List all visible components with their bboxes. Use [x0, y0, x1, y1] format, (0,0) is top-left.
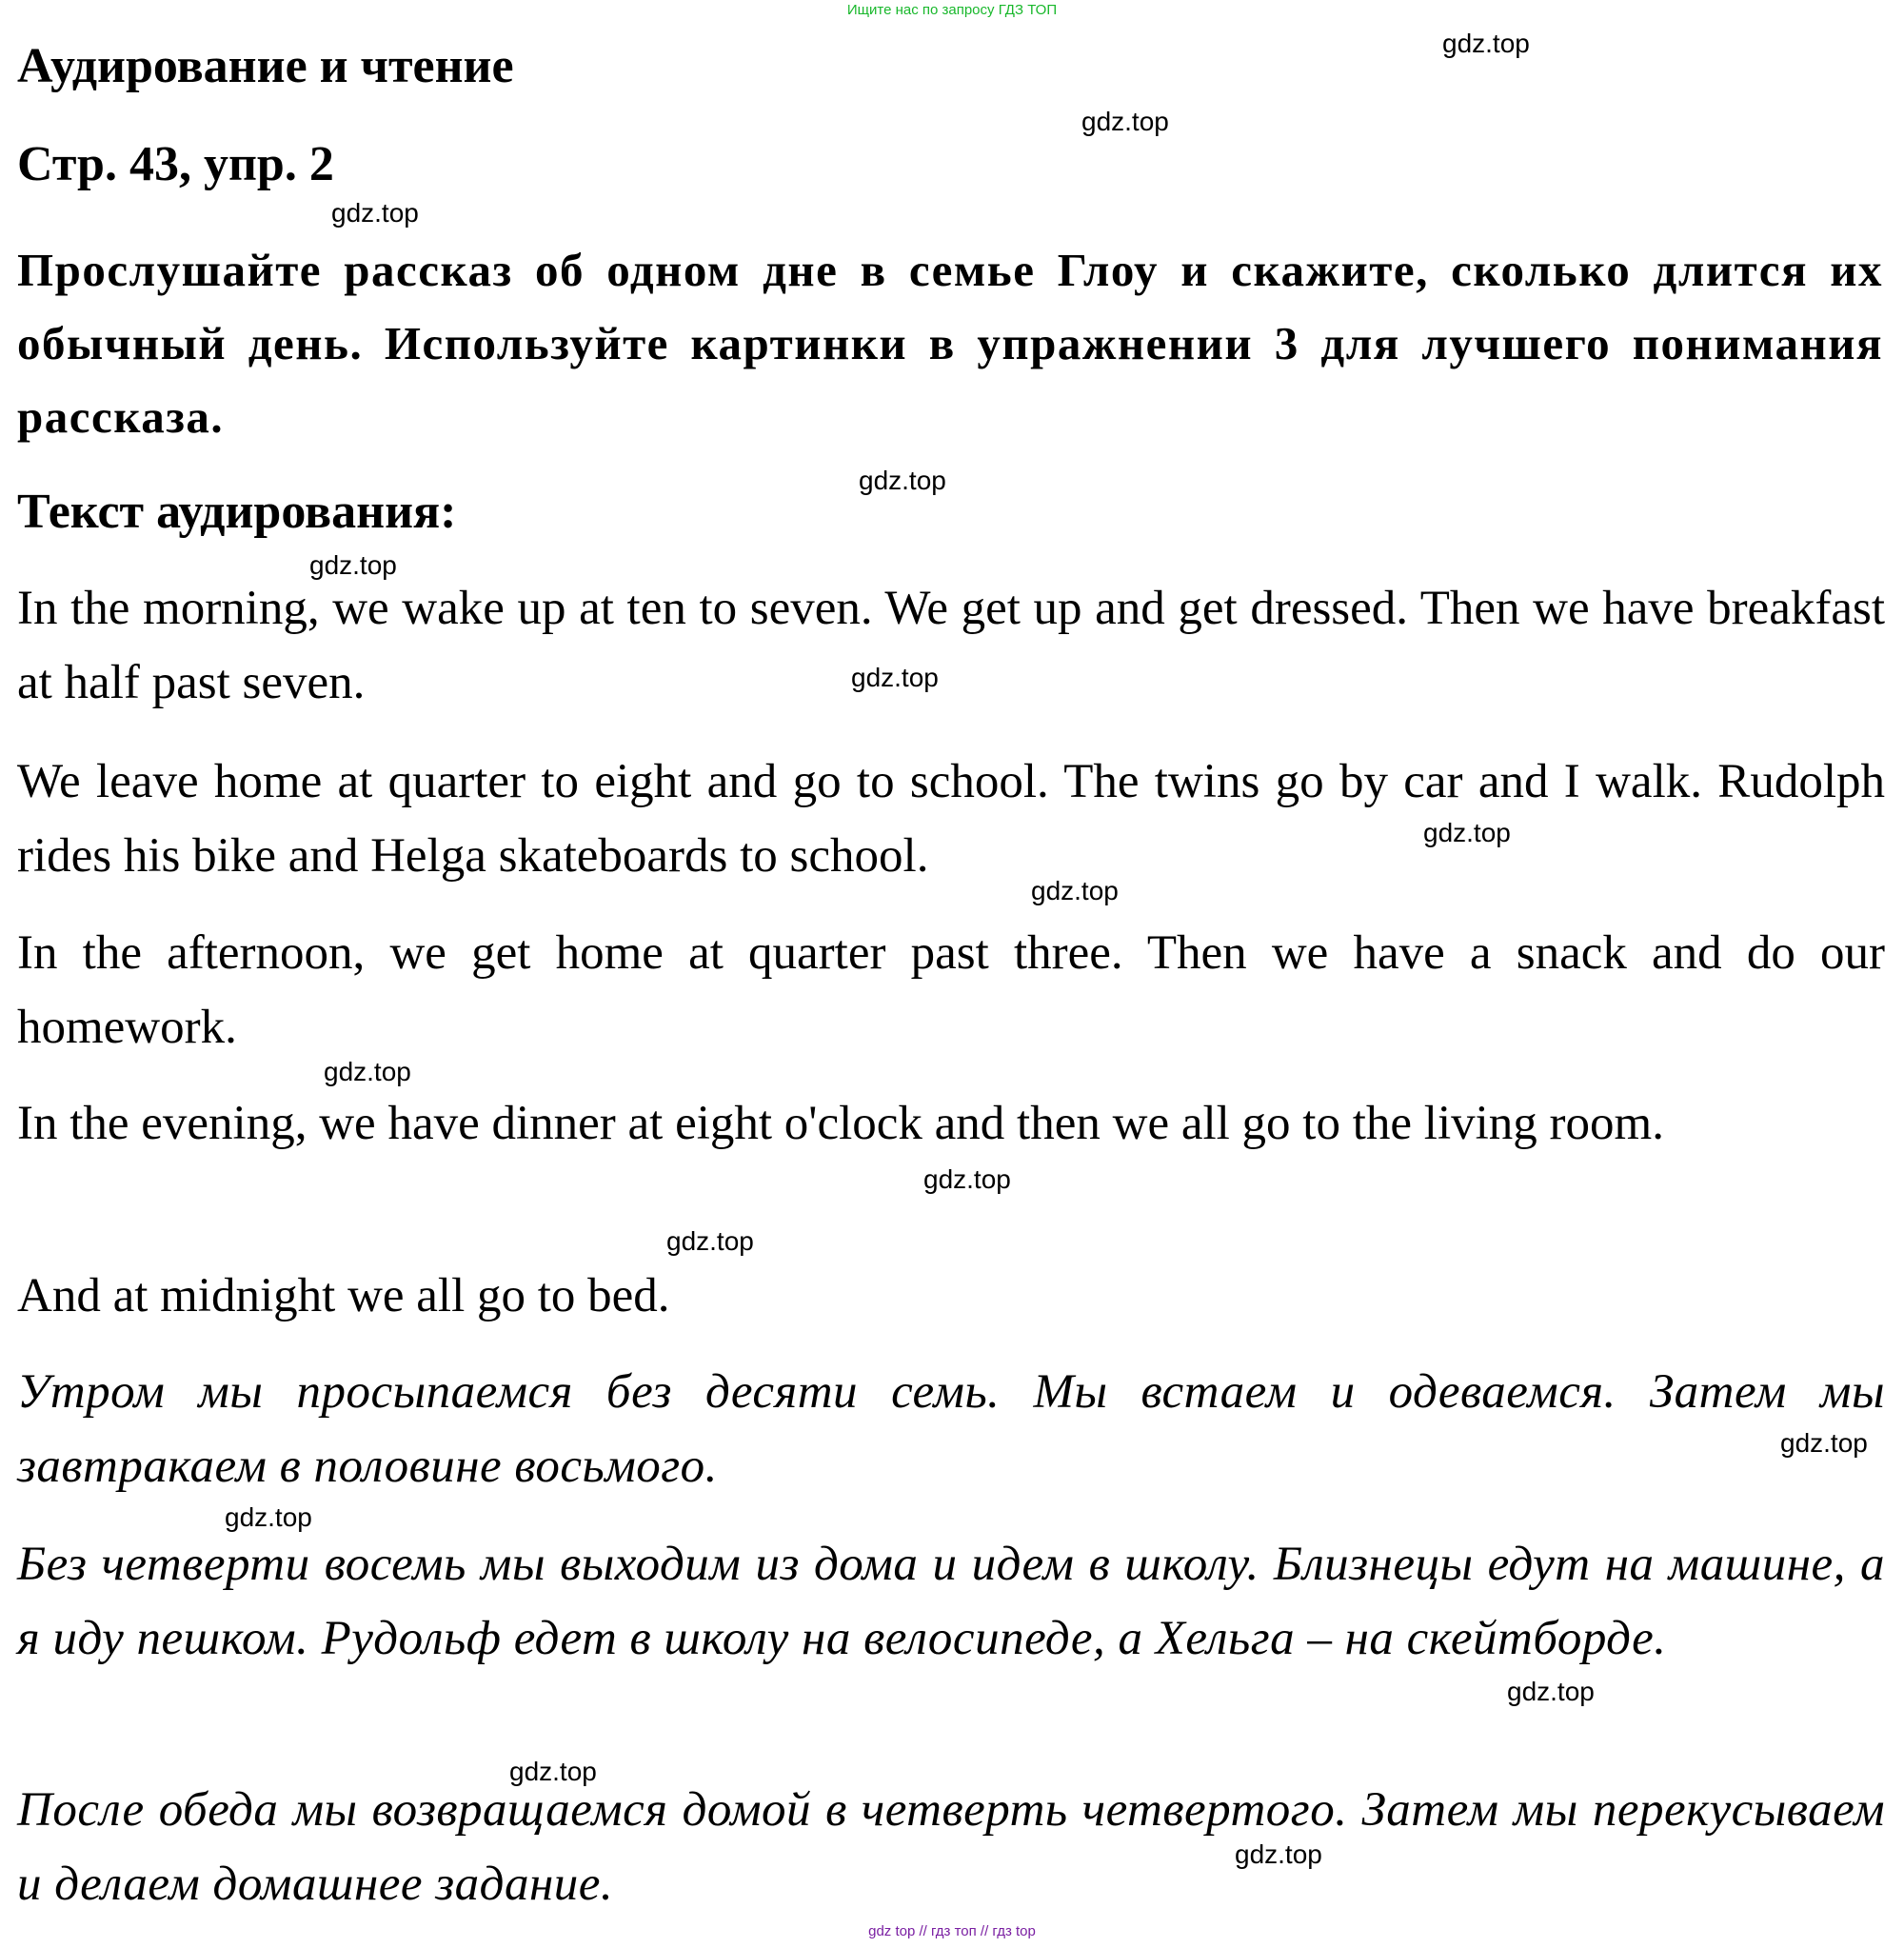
- watermark: gdz.top: [309, 550, 397, 580]
- english-paragraph: In the morning, we wake up at ten to seven. We get up and get dressed. Then we have breakfast at half past seven.: [17, 582, 1885, 709]
- english-paragraph: In the afternoon, we get home at quarter past three. Then we have a snack and do our homework.: [17, 926, 1885, 1054]
- watermark: gdz.top: [859, 466, 946, 495]
- watermark: gdz.top: [331, 198, 419, 228]
- watermark: gdz.top: [1780, 1428, 1868, 1458]
- top-banner-link[interactable]: Ищите нас по запросу ГДЗ ТОП: [846, 2, 1058, 18]
- watermark: gdz.top: [1442, 29, 1530, 58]
- english-paragraph: And at midnight we all go to bed.: [17, 1269, 670, 1322]
- watermark: gdz.top: [923, 1164, 1011, 1194]
- english-paragraph: We leave home at quarter to eight and go to school. The twins go by car and I walk. Rudolph rides his bike and Helga skateboards to school.: [17, 755, 1885, 883]
- watermark: gdz.top: [225, 1502, 312, 1532]
- watermark: gdz.top: [1423, 818, 1511, 847]
- watermark: gdz.top: [666, 1226, 754, 1256]
- watermark: gdz.top: [1235, 1839, 1322, 1869]
- bottom-banner: gdz top // гдз топ // гдз top: [868, 1923, 1036, 1939]
- watermark: gdz.top: [324, 1057, 411, 1086]
- watermark: gdz.top: [851, 663, 939, 692]
- task-instructions: Прослушайте рассказ об одном дне в семье Глоу и скажите, сколько длится их обычный день. Используйте картинки в упражнении 3 для лучшего понимания рассказа.: [17, 244, 1883, 443]
- russian-paragraph: После обеда мы возвращаемся домой в четверть четвертого. Затем мы перекусываем и делаем домашнее задание.: [17, 1783, 1885, 1911]
- watermark: gdz.top: [1031, 876, 1119, 905]
- watermark: gdz.top: [1081, 107, 1169, 136]
- transcript-label: Текст аудирования:: [17, 485, 457, 539]
- russian-paragraph: Без четверти восемь мы выходим из дома и идем в школу. Близнецы едут на машине, а я иду пешком. Рудольф едет в школу на велосипеде, а Хельга – на скейтборде.: [17, 1538, 1885, 1665]
- watermark: gdz.top: [1507, 1677, 1595, 1706]
- english-paragraph: In the evening, we have dinner at eight o'clock and then we all go to the living room.: [17, 1097, 1664, 1150]
- exercise-reference: Стр. 43, упр. 2: [17, 137, 334, 191]
- section-title: Аудирование и чтение: [17, 39, 514, 93]
- watermark: gdz.top: [509, 1757, 597, 1786]
- russian-paragraph: Утром мы просыпаемся без десяти семь. Мы встаем и одеваемся. Затем мы завтракаем в половине восьмого.: [17, 1365, 1885, 1493]
